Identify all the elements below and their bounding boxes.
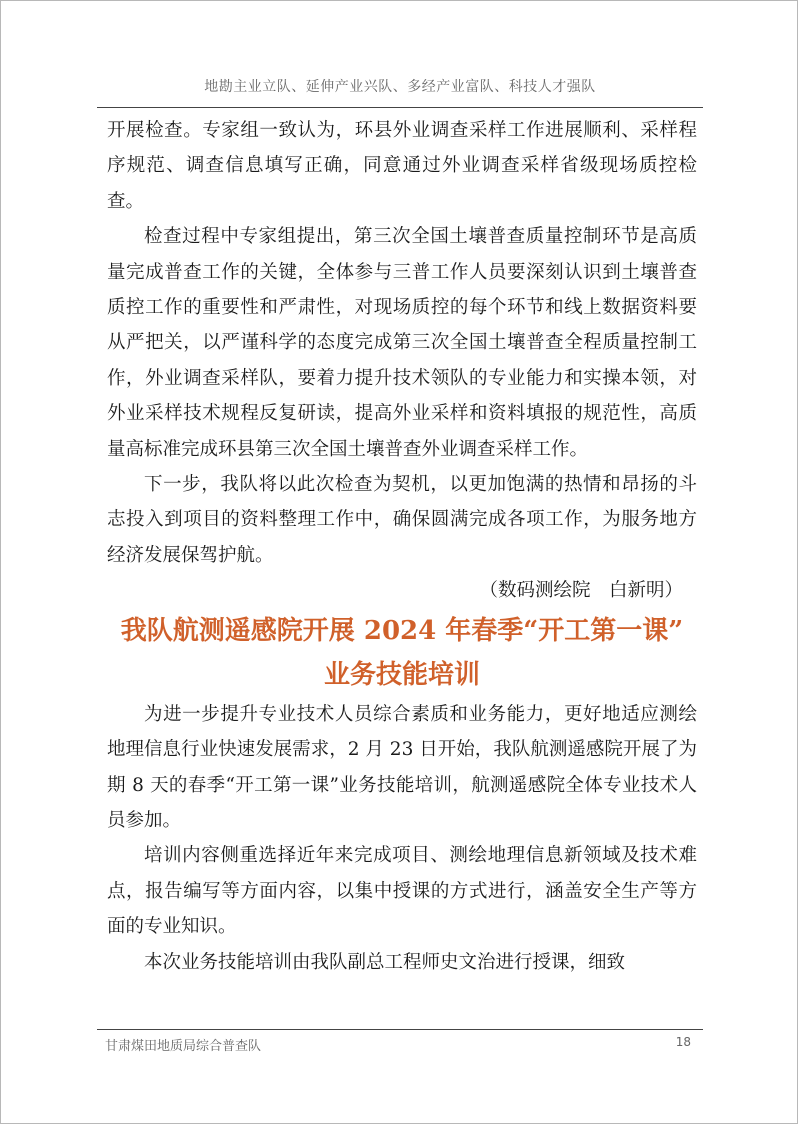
footer-organization: 甘肃煤田地质局综合普查队 [105,1039,262,1054]
page-header-slogan: 地勘主业立队、延伸产业兴队、多经产业富队、科技人才强队 [204,79,596,95]
article1-paragraph-continued: 开展检查。专家组一致认为，环县外业调查采样工作进展顺利、采样程序规范、调查信息填写正确，同意通过外业调查采样省级现场质控检查。 [107,120,697,212]
header-divider [97,107,703,108]
article2-title [107,609,697,697]
page-number: 18 [675,1035,691,1049]
article2-title-line1: 我队航测遥感院开展 2024 年春季“开工第一课” [120,615,684,646]
article2-title-line2: 业务技能培训 [323,659,480,690]
article2-paragraph: 为进一步提升专业技术人员综合素质和业务能力，更好地适应测绘地理信息行业快速发展需求，2 月 23 日开始，我队航测遥感院开展了为期 8 天的春季“开工第一课”业务技能培训，航测遥感院全体专业技术人员参加。 [107,703,697,831]
article2-paragraph: 本次业务技能培训由我队副总工程师史文治进行授课，细致 [144,951,626,973]
footer-divider [97,1029,703,1030]
page-body [107,113,697,980]
article1-signature: （数码测绘院 白新明） [479,580,683,602]
article2-paragraph: 培训内容侧重选择近年来完成项目、测绘地理信息新领域及技术难点，报告编写等方面内容，以集中授课的方式进行，涵盖安全生产等方面的专业知识。 [107,845,697,938]
article1-paragraph: 检查过程中专家组提出，第三次全国土壤普查质量控制环节是高质量完成普查工作的关键，全体参与三普工作人员要深刻认识到土壤普查质控工作的重要性和严肃性，对现场质控的每个环节和线上数据资料要从严把关，以严谨科学的态度完成第三次全国土壤普查全程质量控制工作，外业调查采样队，要着力提升技术领队的专业能力和实操本领，对外业采样技术规程反复研读，提高外业采样和资料填报的规范性，高质量高标准完成环县第三次全国土壤普查外业调查采样工作。 [107,226,697,460]
article1-paragraph: 下一步，我队将以此次检查为契机，以更加饱满的热情和昂扬的斗志投入到项目的资料整理工作中，确保圆满完成各项工作，为服务地方经济发展保驾护航。 [107,474,697,566]
